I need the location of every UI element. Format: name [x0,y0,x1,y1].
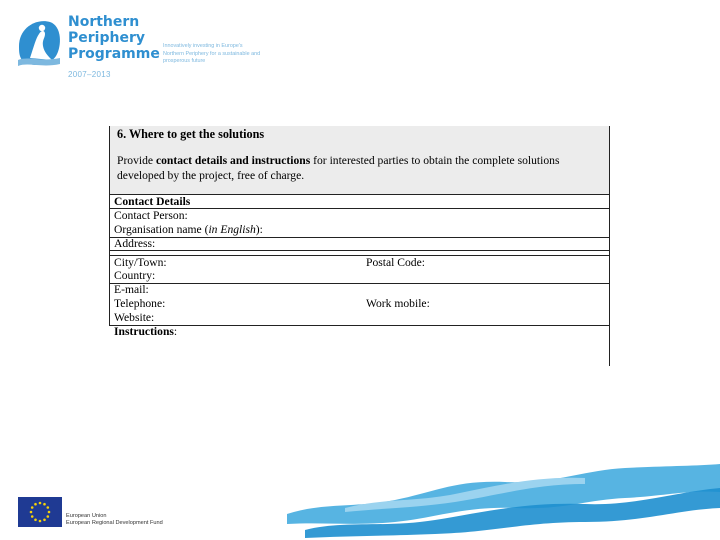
rule-address [109,250,610,251]
solutions-form [109,126,610,366]
rule-city-top [109,255,610,256]
programme-name-line-3: Programme [68,46,160,62]
eu-flag-icon [18,497,62,527]
rule-country [109,283,610,284]
programme-name-line-2: Periphery [68,30,145,46]
intro-emphasis: contact details and instructions [155,154,311,167]
programme-name-line-1: Northern [68,14,140,30]
contact-person-label: Contact Person: [114,209,188,222]
organisation-label-suffix: ): [255,223,263,236]
eu-caption-line-1: European Union [66,513,107,519]
rule-website [109,325,610,326]
section-title: 6. Where to get the solutions [117,127,265,141]
website-label: Website: [114,311,155,324]
blue-waves-decoration-icon [285,462,720,540]
rule-right [609,126,610,366]
programme-logo [16,14,266,84]
eu-caption-line-2: European Regional Development Fund [66,520,163,526]
eu-fund-caption [66,513,196,527]
country-label: Country: [114,269,156,282]
rule-left [109,126,110,326]
intro-prefix: Provide [117,154,156,167]
work-mobile-label: Work mobile: [366,297,430,310]
telephone-label: Telephone: [114,297,166,310]
address-label: Address: [114,237,156,250]
city-town-label: City/Town: [114,256,167,269]
programme-name [68,14,160,62]
programme-years: 2007–2013 [68,70,111,79]
instructions-label-colon: : [173,325,178,338]
rule-organisation [109,237,610,238]
intro-suffix: for interested parties to obtain the complete solutions developed by the project, free of charge. [117,154,560,182]
figure-on-island-icon [16,16,62,68]
organisation-label-prefix: Organisation name ( [114,223,209,236]
programme-tagline: Innovatively investing in Europe's Northern Periphery for a sustainable and prosperous future [163,43,261,64]
email-label: E-mail: [114,283,149,296]
instructions-label-text: Instructions [114,325,174,338]
organisation-name-label [114,223,263,236]
section-instructions [117,153,597,183]
postal-code-label: Postal Code: [366,256,425,269]
contact-details-label: Contact Details [114,195,191,208]
organisation-label-italic: in English [208,223,256,236]
instructions-label [114,325,177,338]
